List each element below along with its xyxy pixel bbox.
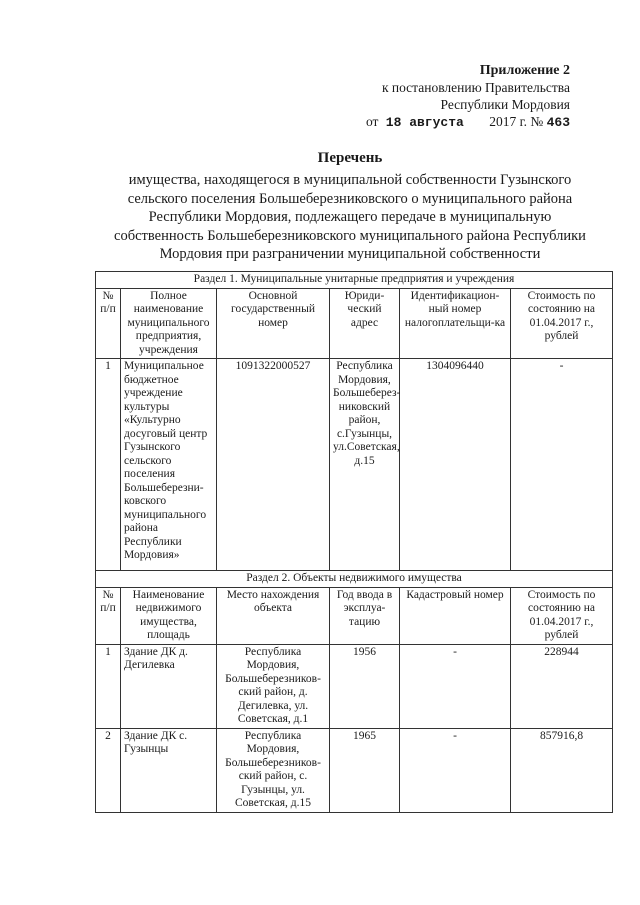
section-2-title: Раздел 2. Объекты недвижимого имущества	[96, 571, 613, 588]
cadastral-number: -	[400, 644, 511, 728]
subtitle-line: Республики Мордовия, подлежащего передаче в муниципальную	[148, 209, 552, 225]
section-2-header-row	[96, 571, 613, 588]
col-header-cadastral: Кадастровый номер	[400, 587, 511, 644]
subtitle-line: Мордовия при разграничении муниципальной собственности	[159, 246, 541, 262]
decree-number: 463	[546, 115, 570, 130]
document-title: Перечень	[317, 150, 383, 166]
table-row	[96, 728, 613, 812]
col-header-property-name: Наименование недвижимого имущества, площадь	[121, 587, 217, 644]
appendix-line-2: Республики Мордовия	[440, 97, 570, 112]
date-year: 2017 г. №	[489, 114, 544, 129]
inn-value: 1304096440	[400, 359, 511, 571]
ogrn-value: 1091322000527	[217, 359, 330, 571]
col-header-inn: Идентификацион-ный номер налогоплательщи-ка	[400, 288, 511, 359]
appendix-title: Приложение 2	[479, 63, 570, 78]
row-num: 1	[96, 359, 121, 571]
section-1-title: Раздел 1. Муниципальные унитарные предприятия и учреждения	[96, 272, 613, 289]
section-2-column-headers	[96, 587, 613, 644]
section-1-column-headers	[96, 288, 613, 359]
document-subtitle	[90, 171, 610, 264]
col-header-ogrn: Основной государственный номер	[217, 288, 330, 359]
cost-value: 857916,8	[511, 728, 613, 812]
property-location: Республика Мордовия, Большеберезников-ский район, с. Гузынцы, ул. Советская, д.15	[217, 728, 330, 812]
address-value: Республика Мордовия, Большеберез-никовский район, с.Гузынцы, ул.Советская, д.15	[330, 359, 400, 571]
org-name: Муниципальное бюджетное учреждение культуры «Культурно досуговый центр Гузынского сельского поселения Большеберезни-ковского муниципального района Республики Мордовия»	[121, 359, 217, 571]
cost-value: 228944	[511, 644, 613, 728]
property-name: Здание ДК с. Гузынцы	[121, 728, 217, 812]
subtitle-line: имущества, находящегося в муниципальной собственности Гузынского	[128, 172, 572, 188]
table-row	[96, 644, 613, 728]
date-prefix: от	[365, 114, 379, 129]
col-header-cost: Стоимость по состоянию на 01.04.2017 г., рублей	[511, 288, 613, 359]
property-name: Здание ДК д. Дегилевка	[121, 644, 217, 728]
col-header-year: Год ввода в эксплуа-тацию	[330, 587, 400, 644]
subtitle-line: сельского поселения Большеберезниковского о муниципального района	[127, 190, 573, 207]
col-header-address: Юриди-ческий адрес	[330, 288, 400, 359]
commission-year: 1956	[330, 644, 400, 728]
cost-value: -	[511, 359, 613, 571]
subtitle-line: собственность Большеберезниковского муниципального района Республики	[114, 227, 586, 244]
col-header-num: № п/п	[96, 288, 121, 359]
table-row	[96, 359, 613, 571]
commission-year: 1965	[330, 728, 400, 812]
appendix-header	[310, 62, 570, 131]
col-header-cost: Стоимость по состоянию на 01.04.2017 г., рублей	[511, 587, 613, 644]
col-header-org-name: Полное наименование муниципального предприятия, учреждения	[121, 288, 217, 359]
appendix-date-line	[310, 113, 570, 131]
col-header-num: № п/п	[96, 587, 121, 644]
row-num: 1	[96, 644, 121, 728]
document-heading	[90, 150, 610, 264]
property-table	[95, 271, 613, 813]
date-day-month: 18 августа	[385, 115, 464, 130]
property-location: Республика Мордовия, Большеберезников-ский район, д. Дегилевка, ул. Советская, д.1	[217, 644, 330, 728]
section-1-header-row	[96, 272, 613, 289]
appendix-line-1: к постановлению Правительства	[381, 80, 570, 95]
cadastral-number: -	[400, 728, 511, 812]
row-num: 2	[96, 728, 121, 812]
col-header-location: Место нахождения объекта	[217, 587, 330, 644]
